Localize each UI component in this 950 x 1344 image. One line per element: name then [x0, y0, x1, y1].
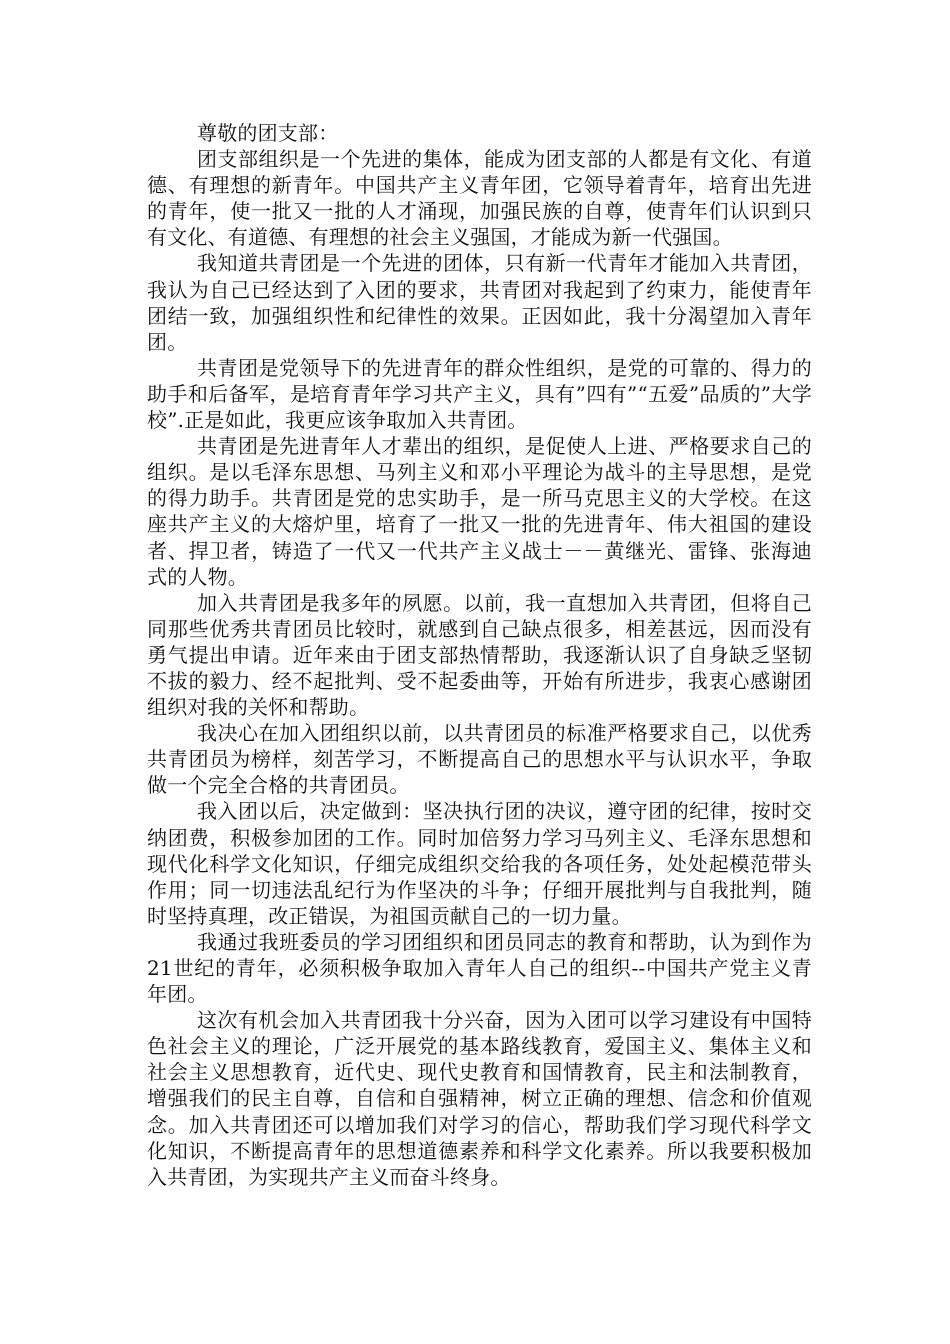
- paragraph-7: 我入团以后，决定做到：坚决执行团的决议，遵守团的纪律，按时交纳团费，积极参加团的工作。同时加倍努力学习马列主义、毛泽东思想和现代化科学文化知识，仔细完成组织交给我的各项任务，处处起模范带头作用；同一切违法乱纪行为作坚决的斗争；仔细开展批判与自我批判，随时坚持真理，改正错误，为祖国贡献自己的一切力量。: [147, 799, 812, 928]
- paragraph-5: 加入共青团是我多年的夙愿。以前，我一直想加入共青团，但将自己同那些优秀共青团员比较时，就感到自己缺点很多，相差甚远，因而没有勇气提出申请。近年来由于团支部热情帮助，我逐渐认识了自身缺乏坚韧不拔的毅力、经不起批判、受不起委曲等，开始有所进步，我衷心感谢团组织对我的关怀和帮助。: [147, 590, 812, 720]
- salutation: 尊敬的团支部：: [197, 121, 339, 145]
- paragraph-4: 共青团是先进青年人才辈出的组织，是促使人上进、严格要求自己的组织。是以毛泽东思想、马列主义和邓小平理论为战斗的主导思想，是党的得力助手。共青团是党的忠实助手，是一所马克思主义的大学校。在这座共产主义的大熔炉里，培育了一批又一批的先进青年、伟大祖国的建设者、捍卫者，铸造了一代又一代共产主义战士－－黄继光、雷锋、张海迪式的人物。: [147, 434, 812, 589]
- paragraph-9: 这次有机会加入共青团我十分兴奋，因为入团可以学习建设有中国特色社会主义的理论，广泛开展党的基本路线教育，爱国主义、集体主义和社会主义思想教育，近代史、现代史教育和国情教育，民主和法制教育，增强我们的民主自尊，自信和自强精神，树立正确的理想、信念和价值观念。加入共青团还可以增加我们对学习的信心，帮助我们学习现代科学文化知识，不断提高青年的思想道德素养和科学文化素养。所以我要积极加入共青团，为实现共产主义而奋斗终身。: [147, 1008, 812, 1189]
- paragraph-6: 我决心在加入团组织以前，以共青团员的标准严格要求自己，以优秀共青团员为榜样，刻苦学习，不断提高自己的思想水平与认识水平，争取做一个完全合格的共青团员。: [147, 721, 812, 798]
- paragraph-3: 共青团是党领导下的先进青年的群众性组织，是党的可靠的、得力的助手和后备军，是培育青年学习共产主义，具有”四有”“五爱”品质的”大学校”.正是如此，我更应该争取加入共青团。: [147, 355, 812, 433]
- paragraph-1: 团支部组织是一个先进的集体，能成为团支部的人都是有文化、有道德、有理想的新青年。中国共产主义青年团，它领导着青年，培育出先进的青年，使一批又一批的人才涌现，加强民族的自尊，使青年们认识到只有文化、有道德、有理想的社会主义强国，才能成为新一代强国。: [147, 147, 812, 250]
- paragraph-2: 我知道共青团是一个先进的团体，只有新一代青年才能加入共青团，我认为自己已经达到了入团的要求，共青团对我起到了约束力，能使青年团结一致，加强组织性和纪律性的效果。正因如此，我十分渴望加入青年团。: [147, 251, 812, 354]
- document-page: [147, 120, 812, 1190]
- paragraph-8: 我通过我班委员的学习团组织和团员同志的教育和帮助，认为到作为21世纪的青年，必须积极争取加入青年人自己的组织--中国共产党主义青年团。: [147, 929, 812, 1007]
